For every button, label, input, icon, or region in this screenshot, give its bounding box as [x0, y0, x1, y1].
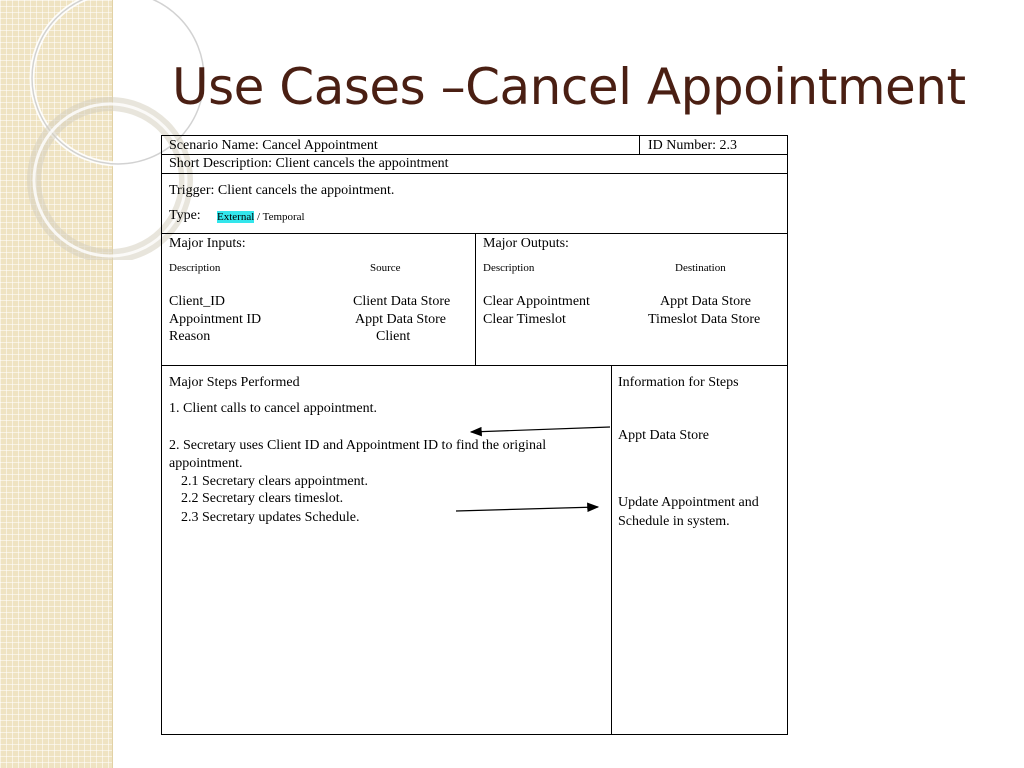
major-outputs-heading: Major Outputs:: [483, 236, 569, 251]
step-2-1: 2.1 Secretary clears appointment.: [181, 474, 368, 489]
divider: [611, 366, 612, 734]
input-description: Appointment ID: [169, 312, 262, 327]
type-external-highlight: External: [217, 211, 255, 223]
info-heading: Information for Steps: [618, 375, 739, 390]
steps-heading: Major Steps Performed: [169, 375, 300, 390]
inputs-outputs-row: [162, 234, 787, 366]
inputs-col-source: Source: [370, 262, 401, 274]
step-1: 1. Client calls to cancel appointment.: [169, 401, 377, 416]
outputs-col-description: Description: [483, 262, 535, 274]
outputs-col-destination: Destination: [675, 262, 726, 274]
info-item-2-continued: Schedule in system.: [618, 514, 730, 529]
output-description: Clear Appointment: [483, 294, 590, 309]
input-source: Client: [376, 329, 411, 344]
use-case-form: [161, 135, 788, 735]
input-description: Reason: [169, 329, 211, 344]
scenario-row: [162, 136, 787, 155]
short-description: Short Description: Client cancels the appointment: [169, 156, 449, 171]
steps-row: [162, 366, 787, 734]
input-source: Client Data Store: [353, 294, 451, 309]
step-2-continued: appointment.: [169, 456, 243, 471]
output-description: Clear Timeslot: [483, 312, 566, 327]
id-number: ID Number: 2.3: [648, 138, 738, 153]
inputs-col-description: Description: [169, 262, 221, 274]
info-item-2: Update Appointment and: [618, 495, 759, 510]
step-2: 2. Secretary uses Client ID and Appointment ID to find the original: [169, 438, 547, 453]
step-2-3: 2.3 Secretary updates Schedule.: [181, 510, 360, 525]
trigger-row: [162, 174, 787, 234]
input-description: Client_ID: [169, 294, 225, 309]
type-values: [217, 211, 305, 224]
step-2-2: 2.2 Secretary clears timeslot.: [181, 491, 344, 506]
decorative-side-panel: [0, 0, 113, 768]
major-inputs-heading: Major Inputs:: [169, 236, 246, 251]
scenario-name: Scenario Name: Cancel Appointment: [169, 138, 378, 153]
info-item-1: Appt Data Store: [618, 428, 709, 443]
output-destination: Timeslot Data Store: [648, 312, 761, 327]
input-source: Appt Data Store: [355, 312, 446, 327]
divider: [639, 136, 640, 154]
short-description-row: [162, 155, 787, 174]
type-temporal: / Temporal: [254, 211, 305, 223]
divider: [475, 234, 476, 365]
output-destination: Appt Data Store: [660, 294, 751, 309]
trigger: Trigger: Client cancels the appointment.: [169, 183, 395, 198]
slide-title: Use Cases –Cancel Appointment: [172, 58, 966, 116]
type-label: Type:: [169, 208, 201, 223]
